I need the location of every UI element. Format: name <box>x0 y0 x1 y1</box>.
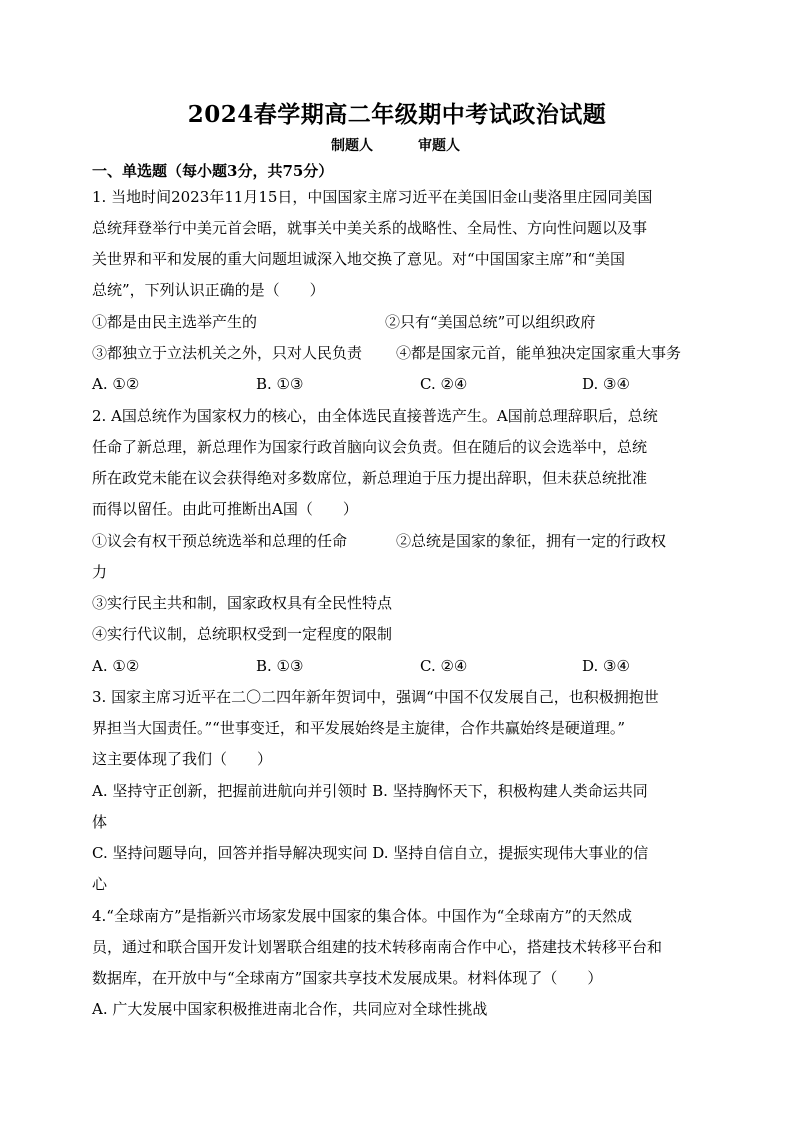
q1-option-b: B. ①③ <box>256 375 304 393</box>
q4-stem-line-2: 员，通过和联合国开发计划署联合组建的技术转移南南合作中心，搭建技术转移平台和 <box>92 938 663 956</box>
q1-stem-line-3: 关世界和平和发展的重大问题坦诚深入地交换了意见。对“中国国家主席”和“美国 <box>92 250 626 268</box>
q2-option-b: B. ①③ <box>256 657 304 675</box>
q3-options-ab: A. 坚持守正创新，把握前进航向并引领时 B. 坚持胸怀天下，积极构建人类命运共同 <box>92 782 648 800</box>
q3-stem-line-2: 界担当大国责任。”“世事变迁，和平发展始终是主旋律，合作共赢始终是硬道理。” <box>92 719 626 737</box>
q3-stem-line-1: 3. 国家主席习近平在二〇二四年新年贺词中，强调“中国不仅发展自己，也积极拥抱世 <box>92 688 659 706</box>
q3-options-cd: C. 坚持问题导向，回答并指导解决现实问 D. 坚持自信自立，提振实现伟大事业的信 <box>92 844 649 862</box>
section-heading: 一、单选题（每小题3分，共75分） <box>92 162 334 180</box>
q2-option-d: D. ③④ <box>582 657 630 675</box>
q2-stem-line-1: 2. A国总统作为国家权力的核心，由全体选民直接普选产生。A国前总理辞职后，总统 <box>92 407 658 425</box>
q4-stem-line-1: 4.“全球南方”是指新兴市场家发展中国家的集合体。中国作为“全球南方”的天然成 <box>92 907 632 925</box>
q1-option-a: A. ①② <box>92 375 140 393</box>
q1-stem-line-4: 总统”，下列认识正确的是（ ） <box>92 281 325 299</box>
q2-option-a: A. ①② <box>92 657 140 675</box>
q1-statement-2: ②只有“美国总统”可以组织政府 <box>385 313 596 331</box>
q2-statement-2: ②总统是国家的象征，拥有一定的行政权 <box>396 532 667 550</box>
q1-stem-line-1: 1. 当地时间2023年11月15日，中国国家主席习近平在美国旧金山斐洛里庄园同美国 <box>92 188 653 206</box>
q1-option-d: D. ③④ <box>582 375 630 393</box>
q3-stem-line-3: 这主要体现了我们（ ） <box>92 750 273 768</box>
q2-statement-4: ④实行代议制，总统职权受到一定程度的限制 <box>92 625 393 643</box>
q4-option-a: A. 广大发展中国家积极推进南北合作，共同应对全球性挑战 <box>92 1000 488 1018</box>
reviewer-label: 审题人 <box>418 138 460 154</box>
q3-options-ab-wrap: 体 <box>92 813 108 831</box>
q1-statement-1: ①都是由民主选举产生的 <box>92 313 258 331</box>
q1-statement-4: ④都是国家元首，能单独决定国家重大事务 <box>396 344 682 362</box>
q1-stem-line-2: 总统拜登举行中美元首会晤，就事关中美关系的战略性、全局性、方向性问题以及事 <box>92 219 648 237</box>
q2-stem-line-3: 所在政党未能在议会获得绝对多数席位，新总理迫于压力提出辞职，但未获总统批准 <box>92 469 648 487</box>
q2-option-c: C. ②④ <box>420 657 468 675</box>
q4-stem-line-3: 数据库，在开放中与“全球南方”国家共享技术发展成果。材料体现了（ ） <box>92 969 603 987</box>
q3-options-cd-wrap: 心 <box>92 875 108 893</box>
maker-label: 制题人 <box>331 138 373 154</box>
q2-statement-3: ③实行民主共和制，国家政权具有全民性特点 <box>92 594 393 612</box>
q2-stem-line-2: 任命了新总理，新总理作为国家行政首脑向议会负责。但在随后的议会选举中，总统 <box>92 438 648 456</box>
exam-title: 2024春学期高二年级期中考试政治试题 <box>187 101 607 128</box>
q1-statement-3: ③都独立于立法机关之外，只对人民负责 <box>92 344 363 362</box>
q2-statement-2-wrap: 力 <box>92 563 108 581</box>
q2-stem-line-4: 而得以留任。由此可推断出A国（ ） <box>92 500 358 518</box>
q2-statement-1: ①议会有权干预总统选举和总理的任命 <box>92 532 348 550</box>
q1-option-c: C. ②④ <box>420 375 468 393</box>
